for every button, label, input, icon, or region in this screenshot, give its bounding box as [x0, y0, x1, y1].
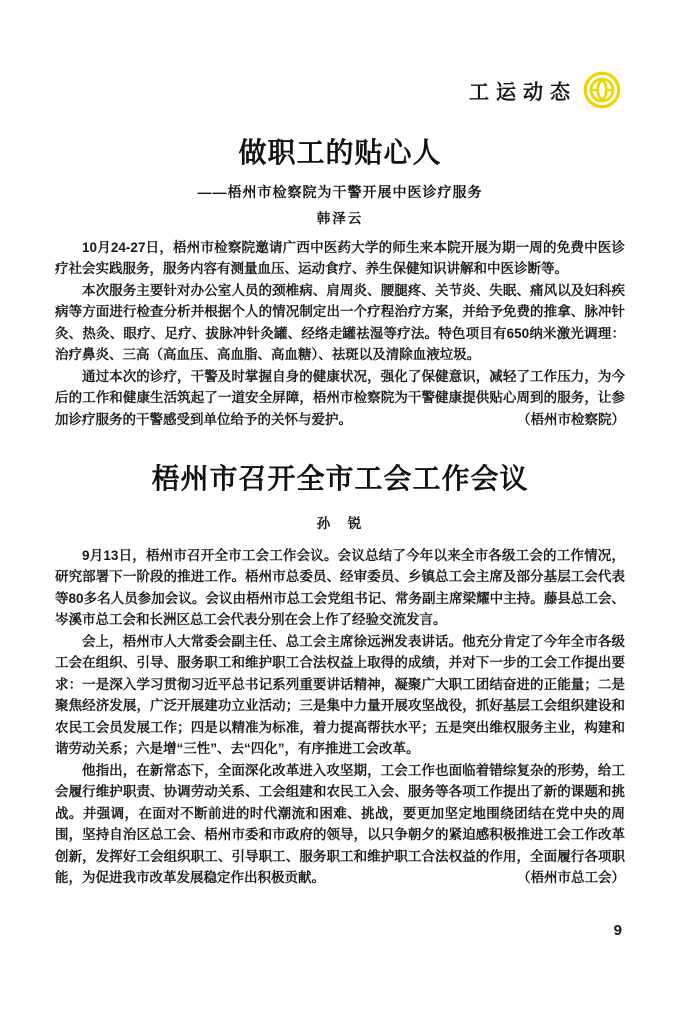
page-number: 9 [613, 922, 622, 939]
article-2 [55, 462, 625, 889]
masthead-title: 工运动态 [469, 81, 577, 104]
article-1-attribution: （梧州市检察院） [517, 411, 625, 427]
article-1-paragraph-3 [55, 366, 625, 431]
article-1 [55, 136, 625, 430]
masthead [55, 70, 625, 110]
article-1-body [55, 237, 625, 431]
article-1-author: 韩泽云 [316, 210, 364, 226]
article-1-paragraph-3-text: 通过本次的诊疗，干警及时掌握自身的健康状况，强化了保健意识，减轻了工作压力，为今后的工作和健康生活筑起了一道安全屏障，梧州市检察院为干警健康提供贴心周到的服务，让参加诊疗服务的干警感受到单位给予的关怀与爱护。 [55, 368, 625, 427]
article-1-title: 做职工的贴心人 [238, 137, 442, 168]
article-2-title: 梧州市召开全市工会工作会议 [151, 463, 529, 495]
article-2-paragraph-3 [55, 760, 625, 889]
article-2-author: 孙 锐 [316, 515, 364, 531]
article-1-paragraph-2: 本次服务主要针对办公室人员的颈椎病、肩周炎、腰腿疼、关节炎、失眠、痛风以及妇科疾病等方面进行检查分析并根据个人的情况制定出一个疗程治疗方案，并给予免费的推拿、脉冲针灸、热灸、眼疗、足疗、拔脉冲针灸罐、经络走罐祛湿等疗法。特色项目有650纳米激光调理：治疗鼻炎、三高（高血压、高血脂、高血糖）、祛斑以及清除血液垃圾。 [55, 282, 625, 363]
article-1-subtitle: ——梧州市检察院为干警开展中医诊疗服务 [197, 183, 483, 200]
trade-union-emblem-icon [583, 71, 621, 109]
article-2-paragraph-2: 会上，梧州市人大常委会副主任、总工会主席徐远洲发表讲话。他充分肯定了今年全市各级工会在组织、引导、服务职工和维护职工合法权益上取得的成绩，并对下一步的工会工作提出要求：一是深入学习贯彻习近平总书记系列重要讲话精神，凝聚广大职工团结奋进的正能量；二是聚焦经济发展，广泛开展建功立业活动；三是集中力量开展攻坚战役，抓好基层工会组织建设和农民工会员发展工作；四是以精准为标准，着力提高帮扶水平；五是突出维权服务主业，构建和谐劳动关系；六是增“三性”、去“四化”，有序推进工会改革。 [55, 633, 625, 757]
article-2-attribution: （梧州市总工会） [517, 870, 625, 886]
article-2-body [55, 545, 625, 889]
article-2-paragraph-3-text: 他指出，在新常态下，全面深化改革进入攻坚期，工会工作也面临着错综复杂的形势，给工会履行维护职责、协调劳动关系、工会组建和农民工入会、服务等各项工作提出了新的课题和挑战。并强调，在面对不断前进的时代潮流和困难、挑战，要更加坚定地围绕团结在党中央的周围，坚持自治区总工会、梧州市委和市政府的领导，以只争朝夕的紧迫感积极推进工会工作改革创新，发挥好工会组织职工、引导职工、服务职工和维护职工合法权益的作用，全面履行各项职能，为促进我市改革发展稳定作出积极贡献。 [55, 762, 625, 886]
magazine-page [0, 70, 680, 1009]
article-2-paragraph-1: 9月13日，梧州市召开全市工会工作会议。会议总结了今年以来全市各级工会的工作情况，研究部署下一阶段的推进工作。梧州市总委员、经审委员、乡镇总工会主席及部分基层工会代表等80多名人员参加会议。会议由梧州市总工会党组书记、常务副主席梁耀中主持。藤县总工会、岑溪市总工会和长洲区总工会代表分别在会上作了经验交流发言。 [55, 547, 625, 628]
article-1-paragraph-1: 10月24-27日，梧州市检察院邀请广西中医药大学的师生来本院开展为期一周的免费中医诊疗社会实践服务，服务内容有测量血压、运动食疗、养生保健知识讲解和中医诊断等。 [55, 239, 625, 277]
